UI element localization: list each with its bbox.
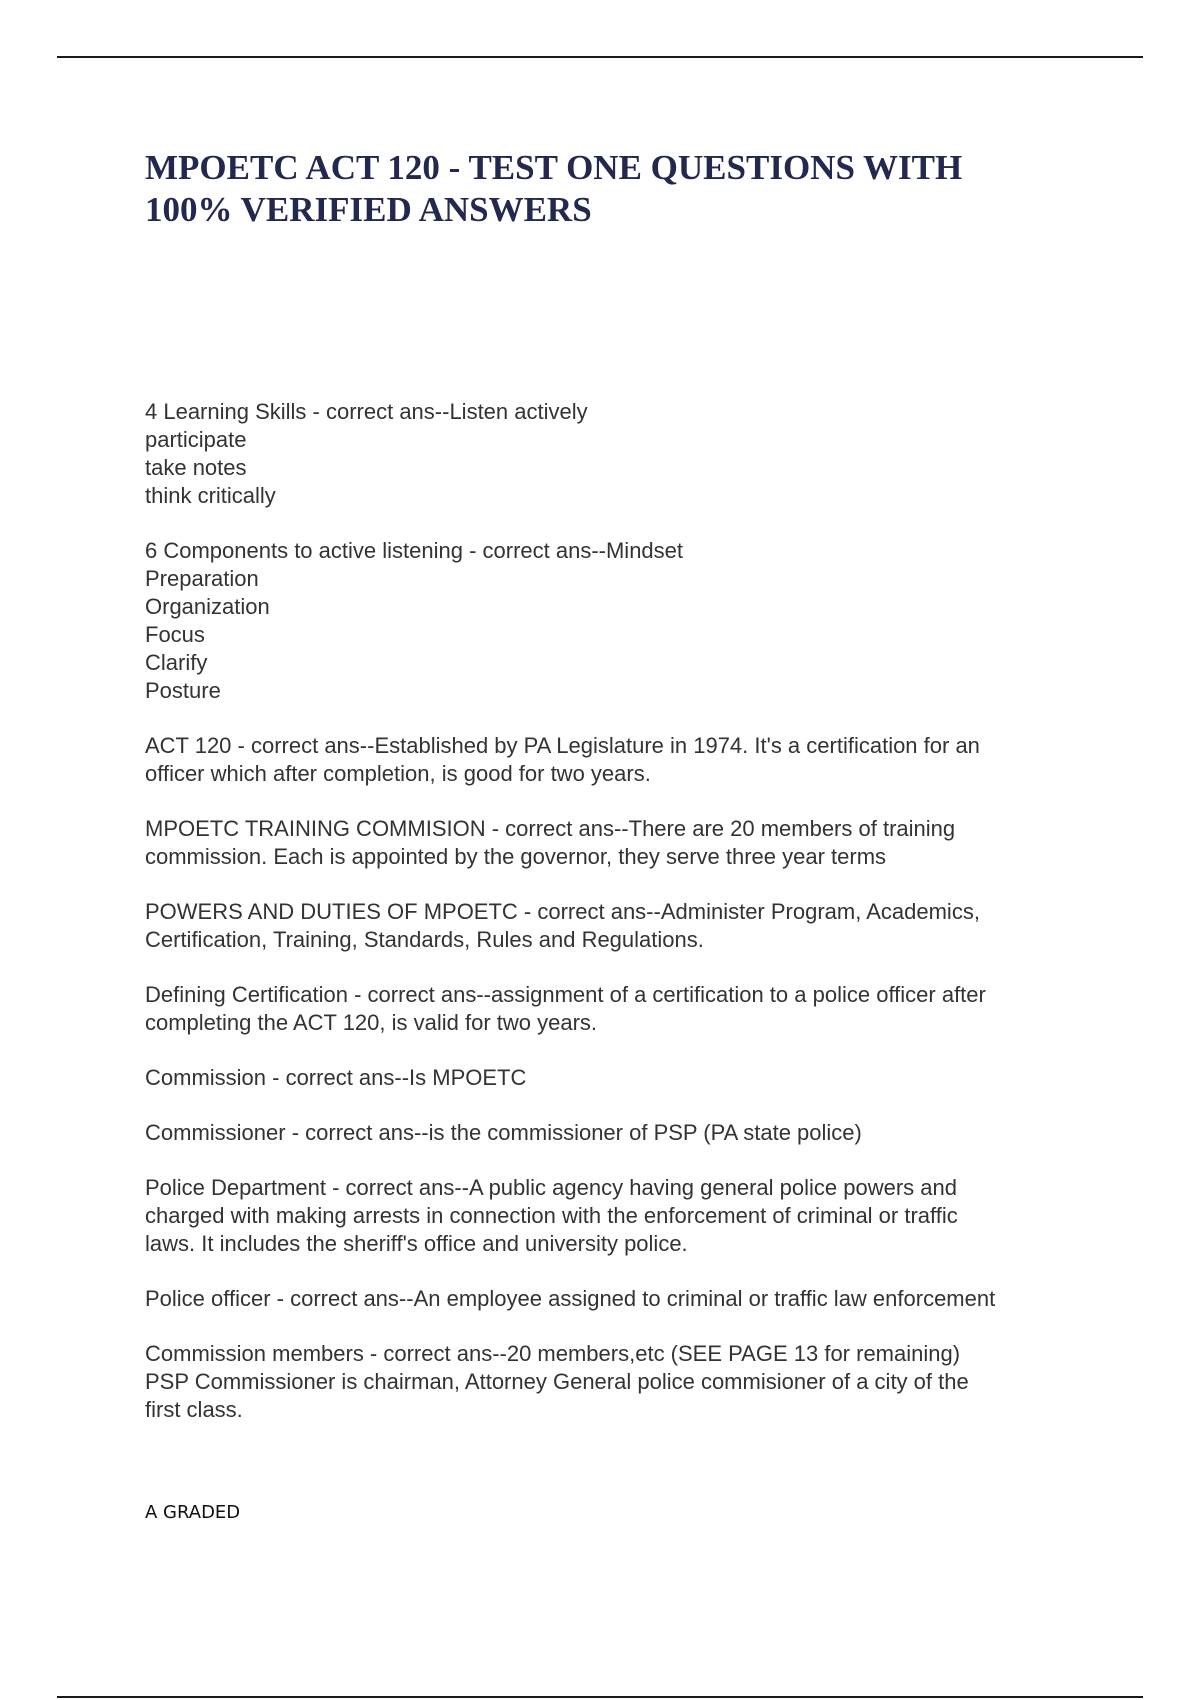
qa-entry	[145, 1340, 1095, 1424]
qa-line: ACT 120 - correct ans--Established by PA Legislature in 1974. It's a certification for an	[145, 733, 980, 758]
qa-line: MPOETC TRAINING COMMISION - correct ans--There are 20 members of training	[145, 816, 956, 841]
qa-line: first class.	[145, 1397, 243, 1422]
qa-entry	[145, 1174, 1095, 1258]
qa-line: Clarify	[145, 650, 208, 675]
qa-entry	[145, 398, 1095, 510]
qa-line: Organization	[145, 594, 270, 619]
qa-line: charged with making arrests in connection with the enforcement of criminal or traffic	[145, 1203, 958, 1228]
qa-line: Police Department - correct ans--A public agency having general police powers and	[145, 1175, 957, 1200]
qa-entry	[145, 981, 1095, 1037]
qa-line: Commission members - correct ans--20 members,etc (SEE PAGE 13 for remaining)	[145, 1341, 961, 1366]
qa-line: completing the ACT 120, is valid for two years.	[145, 1010, 598, 1035]
qa-line: Certification, Training, Standards, Rules and Regulations.	[145, 927, 704, 952]
title-line: 100% VERIFIED ANSWERS	[145, 190, 592, 229]
qa-line: Preparation	[145, 566, 259, 591]
qa-entry	[145, 898, 1095, 954]
qa-line: take notes	[145, 455, 247, 480]
qa-line: 4 Learning Skills - correct ans--Listen actively	[145, 399, 588, 424]
qa-line: Defining Certification - correct ans--assignment of a certification to a police officer after	[145, 982, 986, 1007]
qa-list	[145, 398, 1095, 1451]
grade-note: A GRADED	[145, 1502, 241, 1523]
qa-line: Focus	[145, 622, 205, 647]
document-title	[145, 147, 1085, 231]
qa-entry	[145, 815, 1095, 871]
qa-line: Commissioner - correct ans--is the commissioner of PSP (PA state police)	[145, 1120, 862, 1145]
qa-entry	[145, 1119, 1095, 1147]
qa-line: Posture	[145, 678, 221, 703]
qa-line: POWERS AND DUTIES OF MPOETC - correct ans--Administer Program, Academics,	[145, 899, 980, 924]
qa-entry	[145, 1064, 1095, 1092]
bottom-divider	[57, 1696, 1143, 1698]
qa-line: officer which after completion, is good for two years.	[145, 761, 651, 786]
qa-line: Commission - correct ans--Is MPOETC	[145, 1065, 527, 1090]
qa-line: participate	[145, 427, 247, 452]
title-line: MPOETC ACT 120 - TEST ONE QUESTIONS WITH	[145, 148, 963, 187]
qa-line: think critically	[145, 483, 276, 508]
qa-entry	[145, 732, 1095, 788]
qa-line: 6 Components to active listening - correct ans--Mindset	[145, 538, 684, 563]
qa-line: Police officer - correct ans--An employee assigned to criminal or traffic law enforcement	[145, 1286, 996, 1311]
qa-entry	[145, 537, 1095, 705]
qa-entry	[145, 1285, 1095, 1313]
qa-line: PSP Commissioner is chairman, Attorney General police commisioner of a city of the	[145, 1369, 969, 1394]
qa-line: commission. Each is appointed by the governor, they serve three year terms	[145, 844, 887, 869]
qa-line: laws. It includes the sheriff's office and university police.	[145, 1231, 688, 1256]
top-divider	[57, 56, 1143, 58]
